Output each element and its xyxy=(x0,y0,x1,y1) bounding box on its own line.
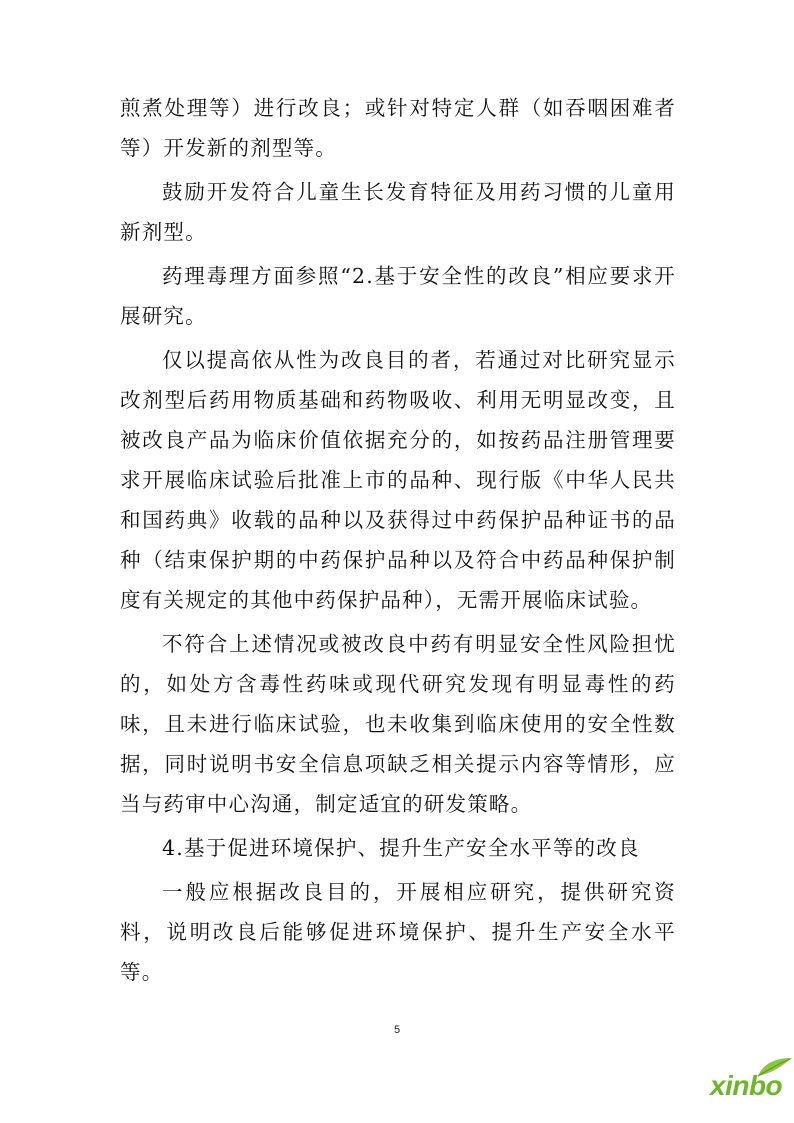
document-body xyxy=(120,88,676,996)
paragraph-3: 药理毒理方面参照“2.基于安全性的改良”相应要求开展研究。 xyxy=(120,264,676,328)
paragraph-6: 一般应根据改良目的，开展相应研究，提供研究资料，说明改良后能够促进环境保护、提升生产安全水平等。 xyxy=(120,880,676,984)
xinbo-logo xyxy=(706,1056,790,1106)
section-heading: 4.基于促进环境保护、提升生产安全水平等的改良 xyxy=(162,836,640,860)
paragraph-5: 不符合上述情况或被改良中药有明显安全性风险担忧的，如处方含毒性药味或现代研究发现有明显毒性的药味，且未进行临床试验，也未收集到临床使用的安全性数据，同时说明书安全信息项缺乏相关提示内容等情形，应当与药审中心沟通，制定适宜的研发策略。 xyxy=(120,632,676,816)
paragraph-1: 煎煮处理等）进行改良；或针对特定人群（如吞咽困难者等）开发新的剂型等。 xyxy=(120,96,676,160)
paragraph-2: 鼓励开发符合儿童生长发育特征及用药习惯的儿童用新剂型。 xyxy=(120,180,676,244)
logo-text: xinbo xyxy=(710,1070,783,1101)
paragraph-4: 仅以提高依从性为改良目的者，若通过对比研究显示改剂型后药用物质基础和药物吸收、利用无明显改变，且被改良产品为临床价值依据充分的，如按药品注册管理要求开展临床试验后批准上市的品种、现行版《中华人民共和国药典》收载的品种以及获得过中药保护品种证书的品种（结束保护期的中药保护品种以及符合中药品种保护制度有关规定的其他中药保护品种），无需开展临床试验。 xyxy=(120,348,676,612)
page-number: 5 xyxy=(393,1024,401,1036)
